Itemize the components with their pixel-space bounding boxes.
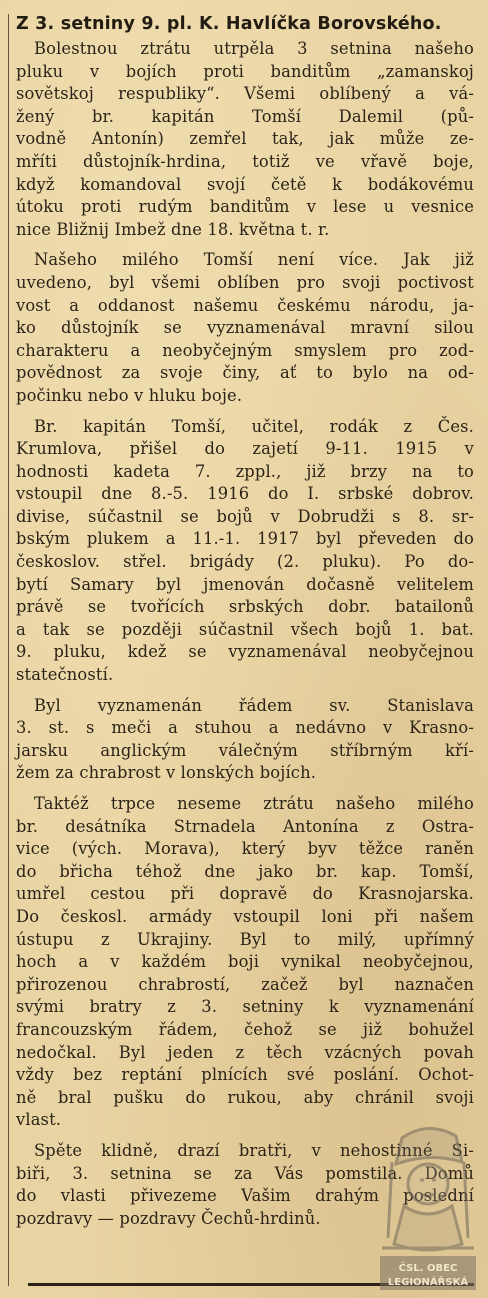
text-line: Br. kapitán Tomší, učitel, rodák z Čes.: [34, 416, 474, 436]
text-line: Spěte klidně, drazí bratři, v nehostinné Si-: [34, 1140, 474, 1160]
text-line: do břicha téhož dne jako br. kap. Tomší,: [16, 861, 474, 881]
text-line: vlast.: [16, 1110, 62, 1130]
text-line: vice (vých. Morava), který byv těžce raněn: [16, 839, 474, 859]
text-line: Krumlova, přišel do zajetí 9-11. 1915 v: [16, 439, 474, 459]
text-line: přirozenou chrabrostí, začež byl naznačen: [16, 974, 474, 994]
text-line: českoslov. střel. brigády (2. pluku). Po do-: [16, 552, 474, 572]
text-line: a tak se později súčastnil všech bojů 1. bat.: [16, 619, 474, 639]
text-line: bytí Samary byl jmenován dočasně velitelem: [16, 574, 474, 594]
soldier-emblem-icon: [372, 1118, 484, 1294]
text-line: žený br. kapitán Tomší Dalemil (pů-: [16, 106, 474, 126]
text-line: vodně Antonín) zemřel tak, jak může ze-: [16, 129, 474, 149]
text-line: mříti důstojník-hrdina, totiž ve vřavě boje,: [16, 151, 474, 171]
watermark-line2: LEGIONÁŘSKÁ: [387, 1277, 469, 1288]
article-paragraph: [16, 38, 474, 241]
text-line: Taktéž trpce neseme ztrátu našeho milého: [34, 794, 474, 813]
text-line: pozdravy — pozdravy Čechů-hrdinů.: [16, 1208, 321, 1228]
text-line: nice Bližnij Imbež dne 18. května t. r.: [16, 219, 330, 239]
text-line: vstoupil dne 8.-5. 1916 do I. srbské dobrov.: [16, 484, 474, 504]
text-line: uvedeno, byl všemi oblíben pro svoji poctivost: [16, 272, 474, 292]
text-line: biři, 3. setnina se za Vás pomstila. Domů: [16, 1163, 474, 1183]
text-line: br. desátníka Strnadela Antonína z Ostra-: [16, 816, 474, 836]
text-line: hodnosti kadeta 7. zppl., již brzy na to: [16, 461, 474, 481]
article-body: [16, 38, 474, 1230]
text-line: sovětskoj respubliky“. Všemi oblíbený a vá-: [16, 84, 474, 104]
text-line: ko důstojník se vyznamenával mravní silou: [16, 318, 474, 338]
text-line: Byl vyznamenán řádem sv. Stanislava: [34, 695, 474, 715]
column-rule: [8, 14, 9, 1286]
text-line: charakteru a neobyčejným smyslem pro zod-: [16, 340, 474, 360]
article-paragraph: [16, 249, 474, 407]
text-line: statečností.: [16, 665, 114, 685]
text-line: divise, súčastnil se bojů v Dobrudži s 8. sr-: [16, 506, 474, 526]
text-line: jarsku anglickým válečným stříbrným kří-: [16, 740, 474, 760]
text-line: ně bral pušku do rukou, aby chránil svoji: [16, 1087, 474, 1107]
text-line: hoch a v každém boji vynikal neobyčejnou,: [16, 952, 474, 972]
text-line: když komandoval svojí četě k bodákovému: [16, 174, 474, 194]
article: [16, 12, 474, 1238]
text-line: žem za chrabrost v lonských bojích.: [16, 763, 317, 783]
text-line: Našeho milého Tomší není více. Jak již: [34, 250, 474, 270]
text-line: 9. pluku, kdež se vyznamenával neobyčejnou: [16, 642, 474, 662]
text-line: vždy bez reptání plnících své poslání. Ochot-: [16, 1065, 474, 1085]
legion-association-watermark: [372, 1118, 484, 1294]
text-line: počinku nebo v hluku boje.: [16, 385, 243, 405]
text-line: právě se tvořících srbských dobr. batailonů: [16, 597, 474, 617]
text-line: Bolestnou ztrátu utrpěla 3 setnina našeho: [34, 39, 474, 58]
text-line: útoku proti rudým banditům v lese u vesnice: [16, 197, 474, 217]
article-paragraph: [16, 416, 474, 687]
text-line: Do českosl. armády vstoupil loni při našem: [16, 906, 474, 926]
text-line: vost a oddanost našemu českému národu, ja-: [16, 295, 474, 315]
watermark-line1: ČSL. OBEC: [398, 1263, 458, 1274]
text-line: nedočkal. Byl jeden z těch vzácných povah: [16, 1042, 474, 1062]
text-line: francouzským řádem, čehož se již bohužel: [16, 1019, 474, 1039]
article-headline: Z 3. setniny 9. pl. K. Havlíčka Borovského.: [16, 14, 442, 34]
article-paragraph: [16, 793, 474, 1132]
text-line: povědnost za svoje činy, ať to bylo na od-: [16, 363, 474, 383]
article-paragraph: [16, 695, 474, 785]
text-line: umřel cestou při dopravě do Krasnojarska.: [16, 884, 474, 904]
text-line: pluku v bojích proti banditům „zamanskoj: [16, 61, 474, 81]
text-line: bským plukem a 11.-1. 1917 byl převeden do: [16, 529, 474, 549]
text-line: 3. st. s meči a stuhou a nedávno v Krasno-: [16, 718, 474, 738]
text-line: svými bratry z 3. setniny k vyznamenání: [16, 997, 474, 1017]
text-line: do vlasti přivezeme Vašim drahým poslední: [16, 1186, 474, 1206]
text-line: ústupu z Ukrajiny. Byl to milý, upřímný: [16, 929, 474, 949]
